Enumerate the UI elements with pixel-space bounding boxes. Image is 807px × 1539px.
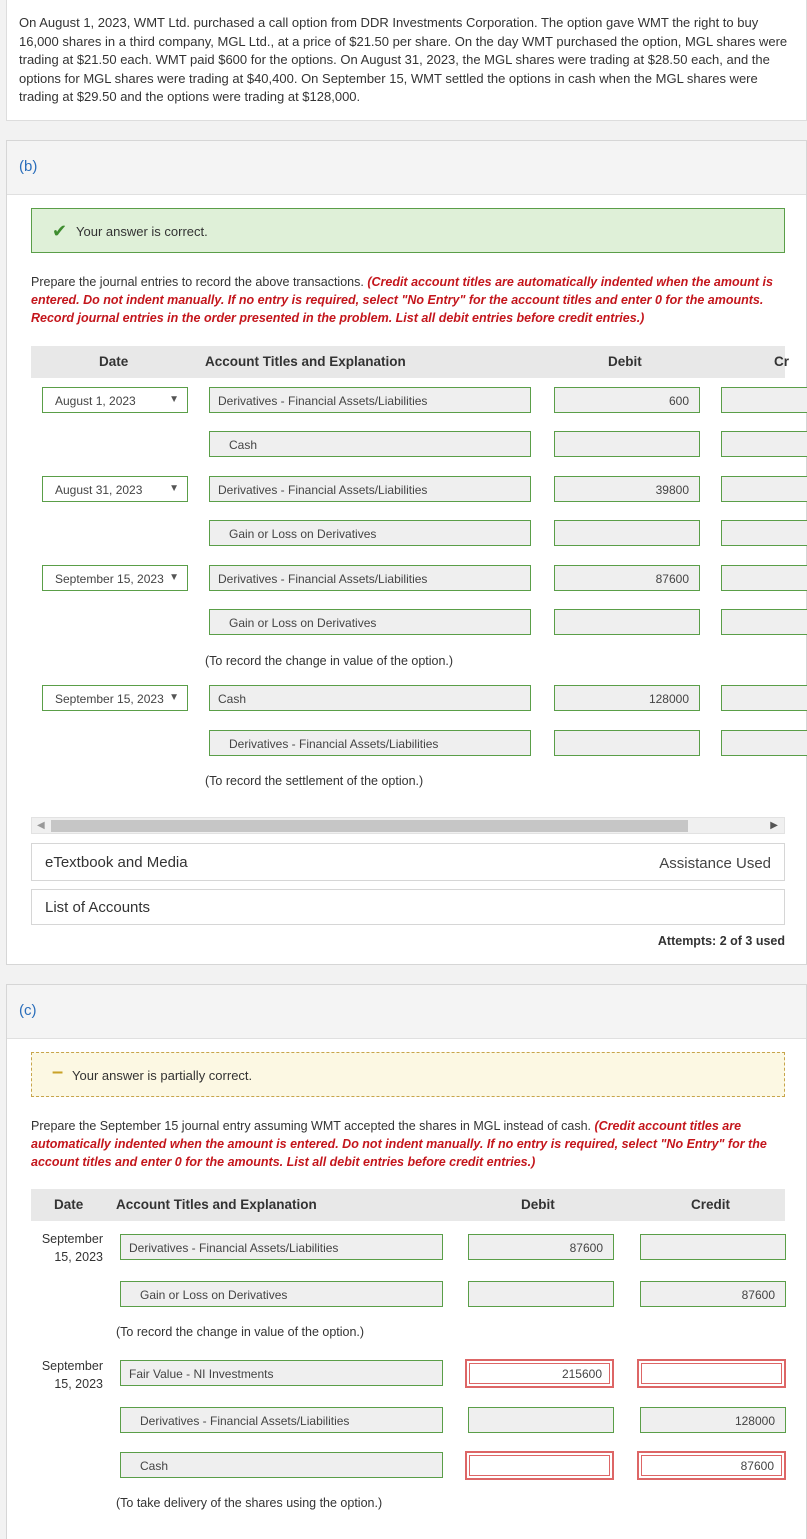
debit-field[interactable] <box>554 730 700 756</box>
debit-field[interactable]: 128000 <box>554 685 700 711</box>
problem-statement: On August 1, 2023, WMT Ltd. purchased a call option from DDR Investments Corporation. The option gave WMT the right to buy 16,000 shares in a third company, MGL Ltd., at a price of $21.50 per share. On the day WMT purchased the option, MGL shares were trading at $21.50 each. WMT paid $600 for the options. On August 31, 2023, the MGL shares were trading at $28.50 each, and the options for MGL shares were trading at $40,400. On September 15, WMT settled the options in cash when the MGL shares were trading at $29.50 and the options were trading at $128,000. <box>6 0 807 121</box>
debit-field[interactable]: 39800 <box>554 476 700 502</box>
debit-field[interactable] <box>554 609 700 635</box>
list-of-accounts-link[interactable]: List of Accounts <box>45 899 151 916</box>
col-date: Date <box>99 354 129 369</box>
account-field[interactable]: Gain or Loss on Derivatives <box>209 520 531 546</box>
account-field[interactable]: Gain or Loss on Derivatives <box>120 1281 443 1307</box>
credit-field[interactable] <box>721 431 807 457</box>
date-value: August 1, 2023 <box>55 394 136 408</box>
horizontal-scrollbar[interactable] <box>31 817 785 834</box>
account-field[interactable]: Fair Value - NI Investments <box>120 1360 443 1386</box>
account-field[interactable]: Gain or Loss on Derivatives <box>209 609 531 635</box>
partial-banner <box>31 1052 785 1097</box>
account-field[interactable]: Derivatives - Financial Assets/Liabilities <box>209 476 531 502</box>
credit-field[interactable]: 128000 <box>640 1407 786 1433</box>
credit-field[interactable] <box>721 730 807 756</box>
part-c-header <box>7 985 806 1039</box>
debit-field[interactable] <box>465 1451 614 1480</box>
debit-field[interactable] <box>554 520 700 546</box>
status-text: Your answer is correct. <box>76 224 208 239</box>
credit-field[interactable] <box>721 565 807 591</box>
credit-field[interactable]: 87600 <box>637 1451 786 1480</box>
correct-banner <box>31 208 785 253</box>
debit-field[interactable]: 87600 <box>554 565 700 591</box>
part-b-instructions <box>31 273 791 327</box>
debit-field[interactable] <box>468 1281 614 1307</box>
date-select[interactable] <box>42 476 188 502</box>
credit-field[interactable] <box>721 685 807 711</box>
entry-note: (To take delivery of the shares using the option.) <box>116 1496 383 1510</box>
credit-field[interactable] <box>637 1359 786 1388</box>
col-debit: Debit <box>521 1197 555 1212</box>
col-debit: Debit <box>608 354 642 369</box>
part-c-label: (c) <box>19 1002 37 1019</box>
scroll-right-icon[interactable]: ▶ <box>770 820 778 831</box>
check-icon: ✔ <box>52 221 68 241</box>
col-account: Account Titles and Explanation <box>116 1197 317 1212</box>
col-credit: Cr <box>774 354 790 369</box>
entry-note: (To record the settlement of the option.) <box>205 774 424 788</box>
etextbook-link[interactable]: eTextbook and Media <box>45 854 188 871</box>
date-value: August 31, 2023 <box>55 483 143 497</box>
scroll-left-icon[interactable]: ◀ <box>37 820 45 831</box>
account-field[interactable]: Cash <box>209 685 531 711</box>
instr-red-text: (Credit account titles are automatically indented when the amount is entered. Do not indent manually. If no entry is required, select "No Entry" for the account titles and enter 0 for the amounts. List all debit entries before credit entries.) <box>31 1119 767 1169</box>
account-field[interactable]: Derivatives - Financial Assets/Liabilities <box>209 565 531 591</box>
instr-text: Prepare the journal entries to record the above transactions. <box>31 275 368 289</box>
account-field[interactable]: Derivatives - Financial Assets/Liabilities <box>209 387 531 413</box>
account-field[interactable]: Derivatives - Financial Assets/Liabilities <box>120 1407 443 1433</box>
account-field[interactable]: Derivatives - Financial Assets/Liabilities <box>120 1234 443 1260</box>
account-field[interactable]: Cash <box>120 1452 443 1478</box>
part-c-instructions <box>31 1117 785 1171</box>
chevron-down-icon: ▼ <box>169 572 179 583</box>
chevron-down-icon: ▼ <box>169 394 179 405</box>
account-field[interactable]: Derivatives - Financial Assets/Liabilities <box>209 730 531 756</box>
part-b-card <box>6 140 807 965</box>
col-account: Account Titles and Explanation <box>205 354 406 369</box>
credit-field[interactable] <box>640 1234 786 1260</box>
part-b-header <box>7 141 806 195</box>
scrollbar-thumb[interactable] <box>51 820 688 832</box>
debit-field[interactable]: 215600 <box>465 1359 614 1388</box>
col-date: Date <box>54 1197 84 1212</box>
date-select[interactable] <box>42 387 188 413</box>
account-field[interactable]: Cash <box>209 431 531 457</box>
part-c-table-header <box>31 1189 785 1221</box>
entry-date: September 15, 2023 <box>41 1232 103 1264</box>
date-value: September 15, 2023 <box>55 572 164 586</box>
entry-note: (To record the change in value of the option.) <box>205 654 454 668</box>
credit-field[interactable] <box>721 520 807 546</box>
credit-field[interactable]: 87600 <box>640 1281 786 1307</box>
part-b-table-header <box>31 346 790 378</box>
chevron-down-icon: ▼ <box>169 483 179 494</box>
part-b-label: (b) <box>19 158 38 175</box>
attempts-text: Attempts: 2 of 3 used <box>657 934 785 948</box>
date-value: September 15, 2023 <box>55 692 164 706</box>
debit-field[interactable] <box>468 1407 614 1433</box>
instr-red-text: (Credit account titles are automatically indented when the amount is entered. Do not indent manually. If no entry is required, select "No Entry" for the account titles and enter 0 for the amounts. Record journal entries in the order presented in the problem. List all debit entries before credit entries.) <box>31 275 773 325</box>
minus-icon: – <box>52 1061 64 1083</box>
entry-date: September 15, 2023 <box>41 1359 103 1391</box>
date-select[interactable] <box>42 565 188 591</box>
etextbook-bar[interactable] <box>31 843 785 881</box>
credit-field[interactable] <box>721 609 807 635</box>
instr-text: Prepare the September 15 journal entry assuming WMT accepted the shares in MGL instead of cash. <box>31 1119 595 1133</box>
credit-field[interactable] <box>721 387 807 413</box>
debit-field[interactable]: 600 <box>554 387 700 413</box>
credit-field[interactable] <box>721 476 807 502</box>
date-select[interactable] <box>42 685 188 711</box>
assistance-used: Assistance Used <box>659 855 771 872</box>
chevron-down-icon: ▼ <box>169 692 179 703</box>
debit-field[interactable] <box>554 431 700 457</box>
debit-field[interactable]: 87600 <box>468 1234 614 1260</box>
status-text: Your answer is partially correct. <box>72 1068 253 1083</box>
entry-note: (To record the change in value of the option.) <box>116 1325 365 1339</box>
list-of-accounts-bar[interactable] <box>31 889 785 925</box>
col-credit: Credit <box>691 1197 731 1212</box>
